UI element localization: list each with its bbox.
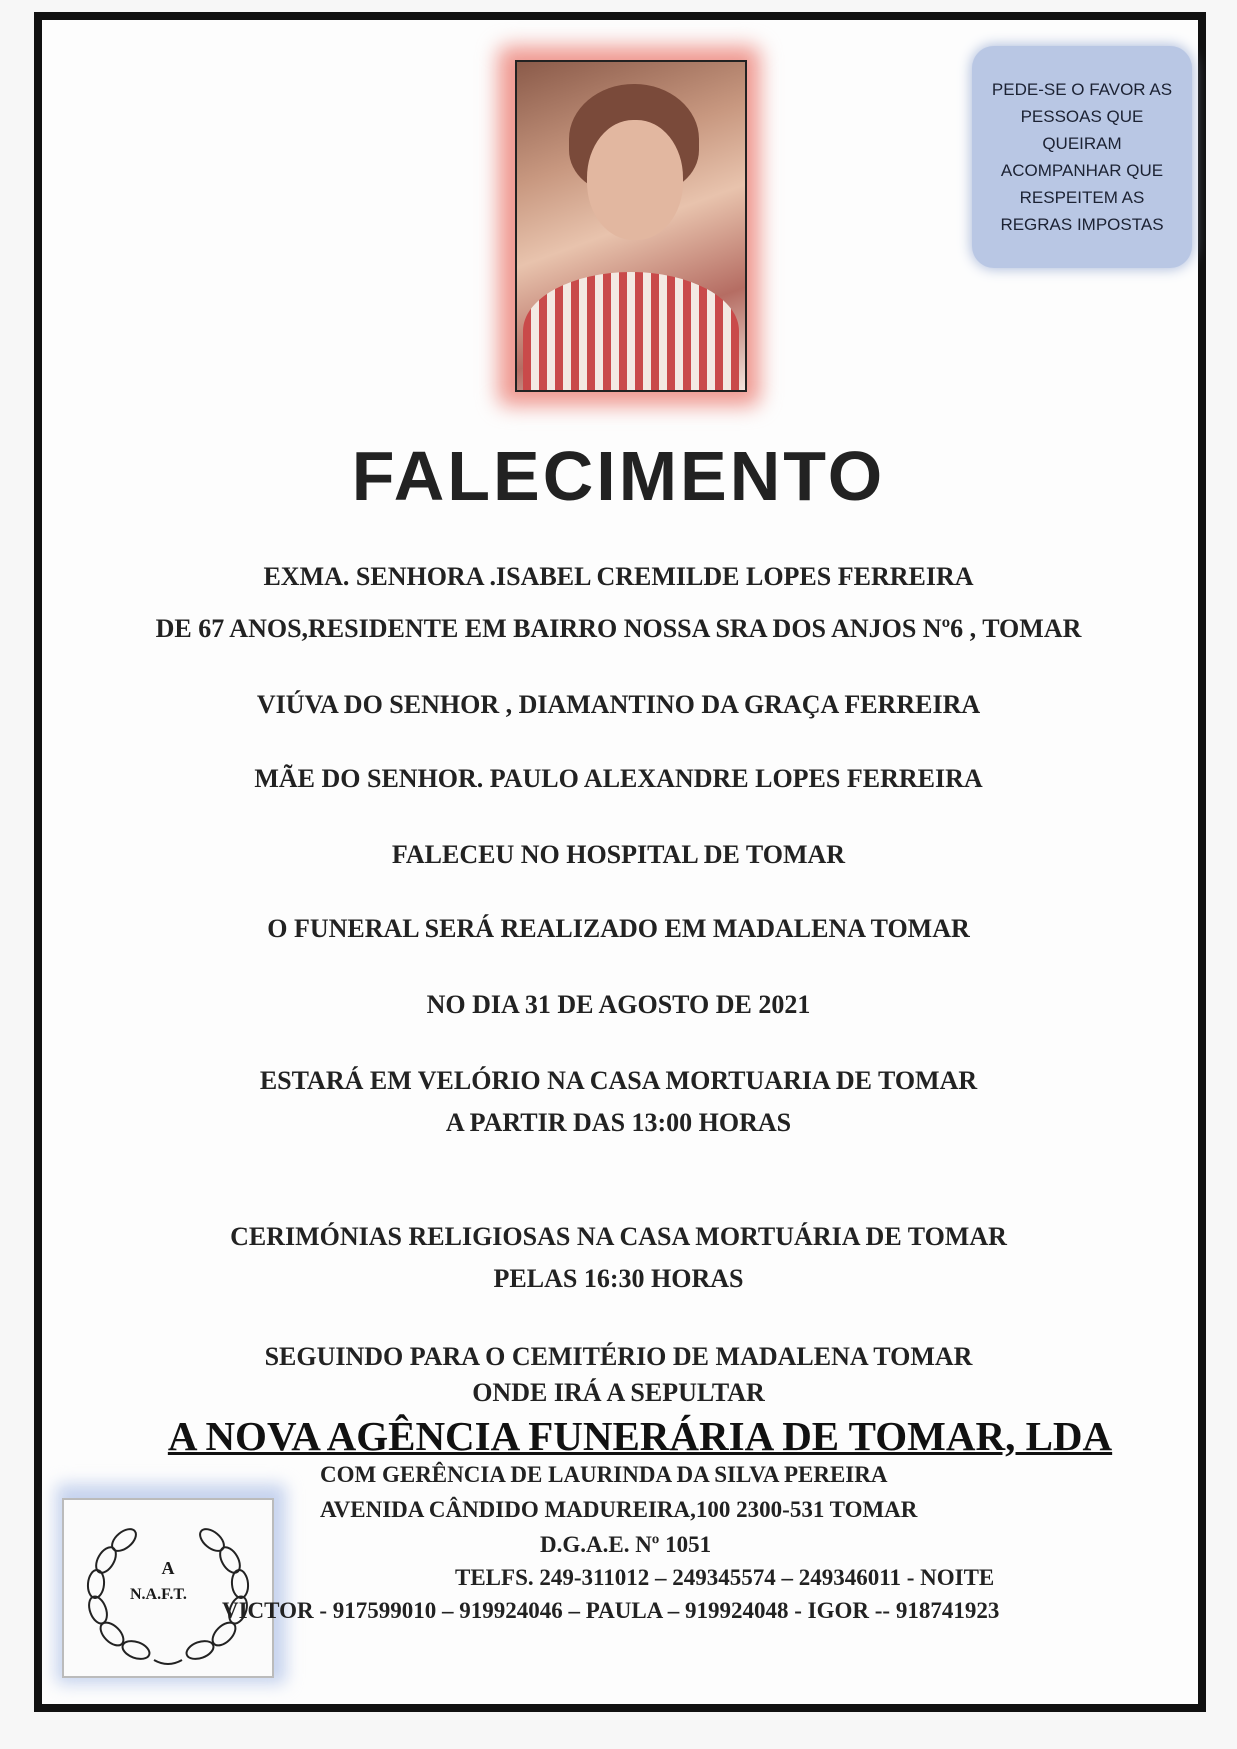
cemetery-line: SEGUINDO PARA O CEMITÉRIO DE MADALENA TOMAR (264, 1342, 973, 1371)
logo-text: N.A.F.T. (130, 1586, 187, 1603)
deceased-portrait (515, 60, 747, 392)
funeral-agency-name: A NOVA AGÊNCIA FUNERÁRIA DE TOMAR, LDA (167, 1413, 1113, 1459)
died-line: FALECEU NO HOSPITAL DE TOMAR (391, 840, 846, 869)
agency-logo (62, 1498, 274, 1678)
portrait-face (587, 120, 683, 240)
wake-time: A PARTIR DAS 13:00 HORAS (445, 1108, 792, 1137)
widow-line: VIÚVA DO SENHOR , DIAMANTINO DA GRAÇA FERREIRA (256, 690, 981, 719)
management-line: COM GERÊNCIA DE LAURINDA DA SILVA PEREIRA (320, 1462, 888, 1487)
burial-line: ONDE IRÁ A SEPULTAR (472, 1378, 765, 1407)
mother-line: MÃE DO SENHOR. PAULO ALEXANDRE LOPES FERREIRA (254, 764, 983, 793)
notice-text: PEDE-SE O FAVOR AS PESSOAS QUE QUEIRAM ACOMPANHAR QUE RESPEITEM AS REGRAS IMPOSTAS (991, 80, 1173, 234)
funeral-line: O FUNERAL SERÁ REALIZADO EM MADALENA TOMAR (267, 914, 970, 943)
address-line: AVENIDA CÂNDIDO MADUREIRA,100 2300-531 TOMAR (320, 1497, 918, 1522)
logo-letter: A (161, 1558, 175, 1578)
age-residence: DE 67 ANOS,RESIDENTE EM BAIRRO NOSSA SRA DOS ANJOS Nº6 , TOMAR (155, 614, 1082, 643)
date-line: NO DIA 31 DE AGOSTO DE 2021 (426, 990, 811, 1019)
portrait-blouse (523, 272, 739, 390)
wake-line: ESTARÁ EM VELÓRIO NA CASA MORTUARIA DE TOMAR (259, 1066, 978, 1095)
covid-notice-box (972, 46, 1192, 268)
night-contacts-line: VICTOR - 917599010 – 919924046 – PAULA – 919924048 - IGOR -- 918741923 (222, 1598, 1000, 1623)
page-title: FALECIMENTO (351, 437, 886, 515)
ceremony-line: CERIMÓNIAS RELIGIOSAS NA CASA MORTUÁRIA DE TOMAR (230, 1222, 1007, 1251)
deceased-name: EXMA. SENHORA .ISABEL CREMILDE LOPES FERREIRA (263, 562, 974, 591)
ceremony-time: PELAS 16:30 HORAS (493, 1264, 744, 1293)
dgae-line: D.G.A.E. Nº 1051 (540, 1532, 712, 1557)
phones-line: TELFS. 249-311012 – 249345574 – 249346011 - NOITE (455, 1565, 995, 1590)
